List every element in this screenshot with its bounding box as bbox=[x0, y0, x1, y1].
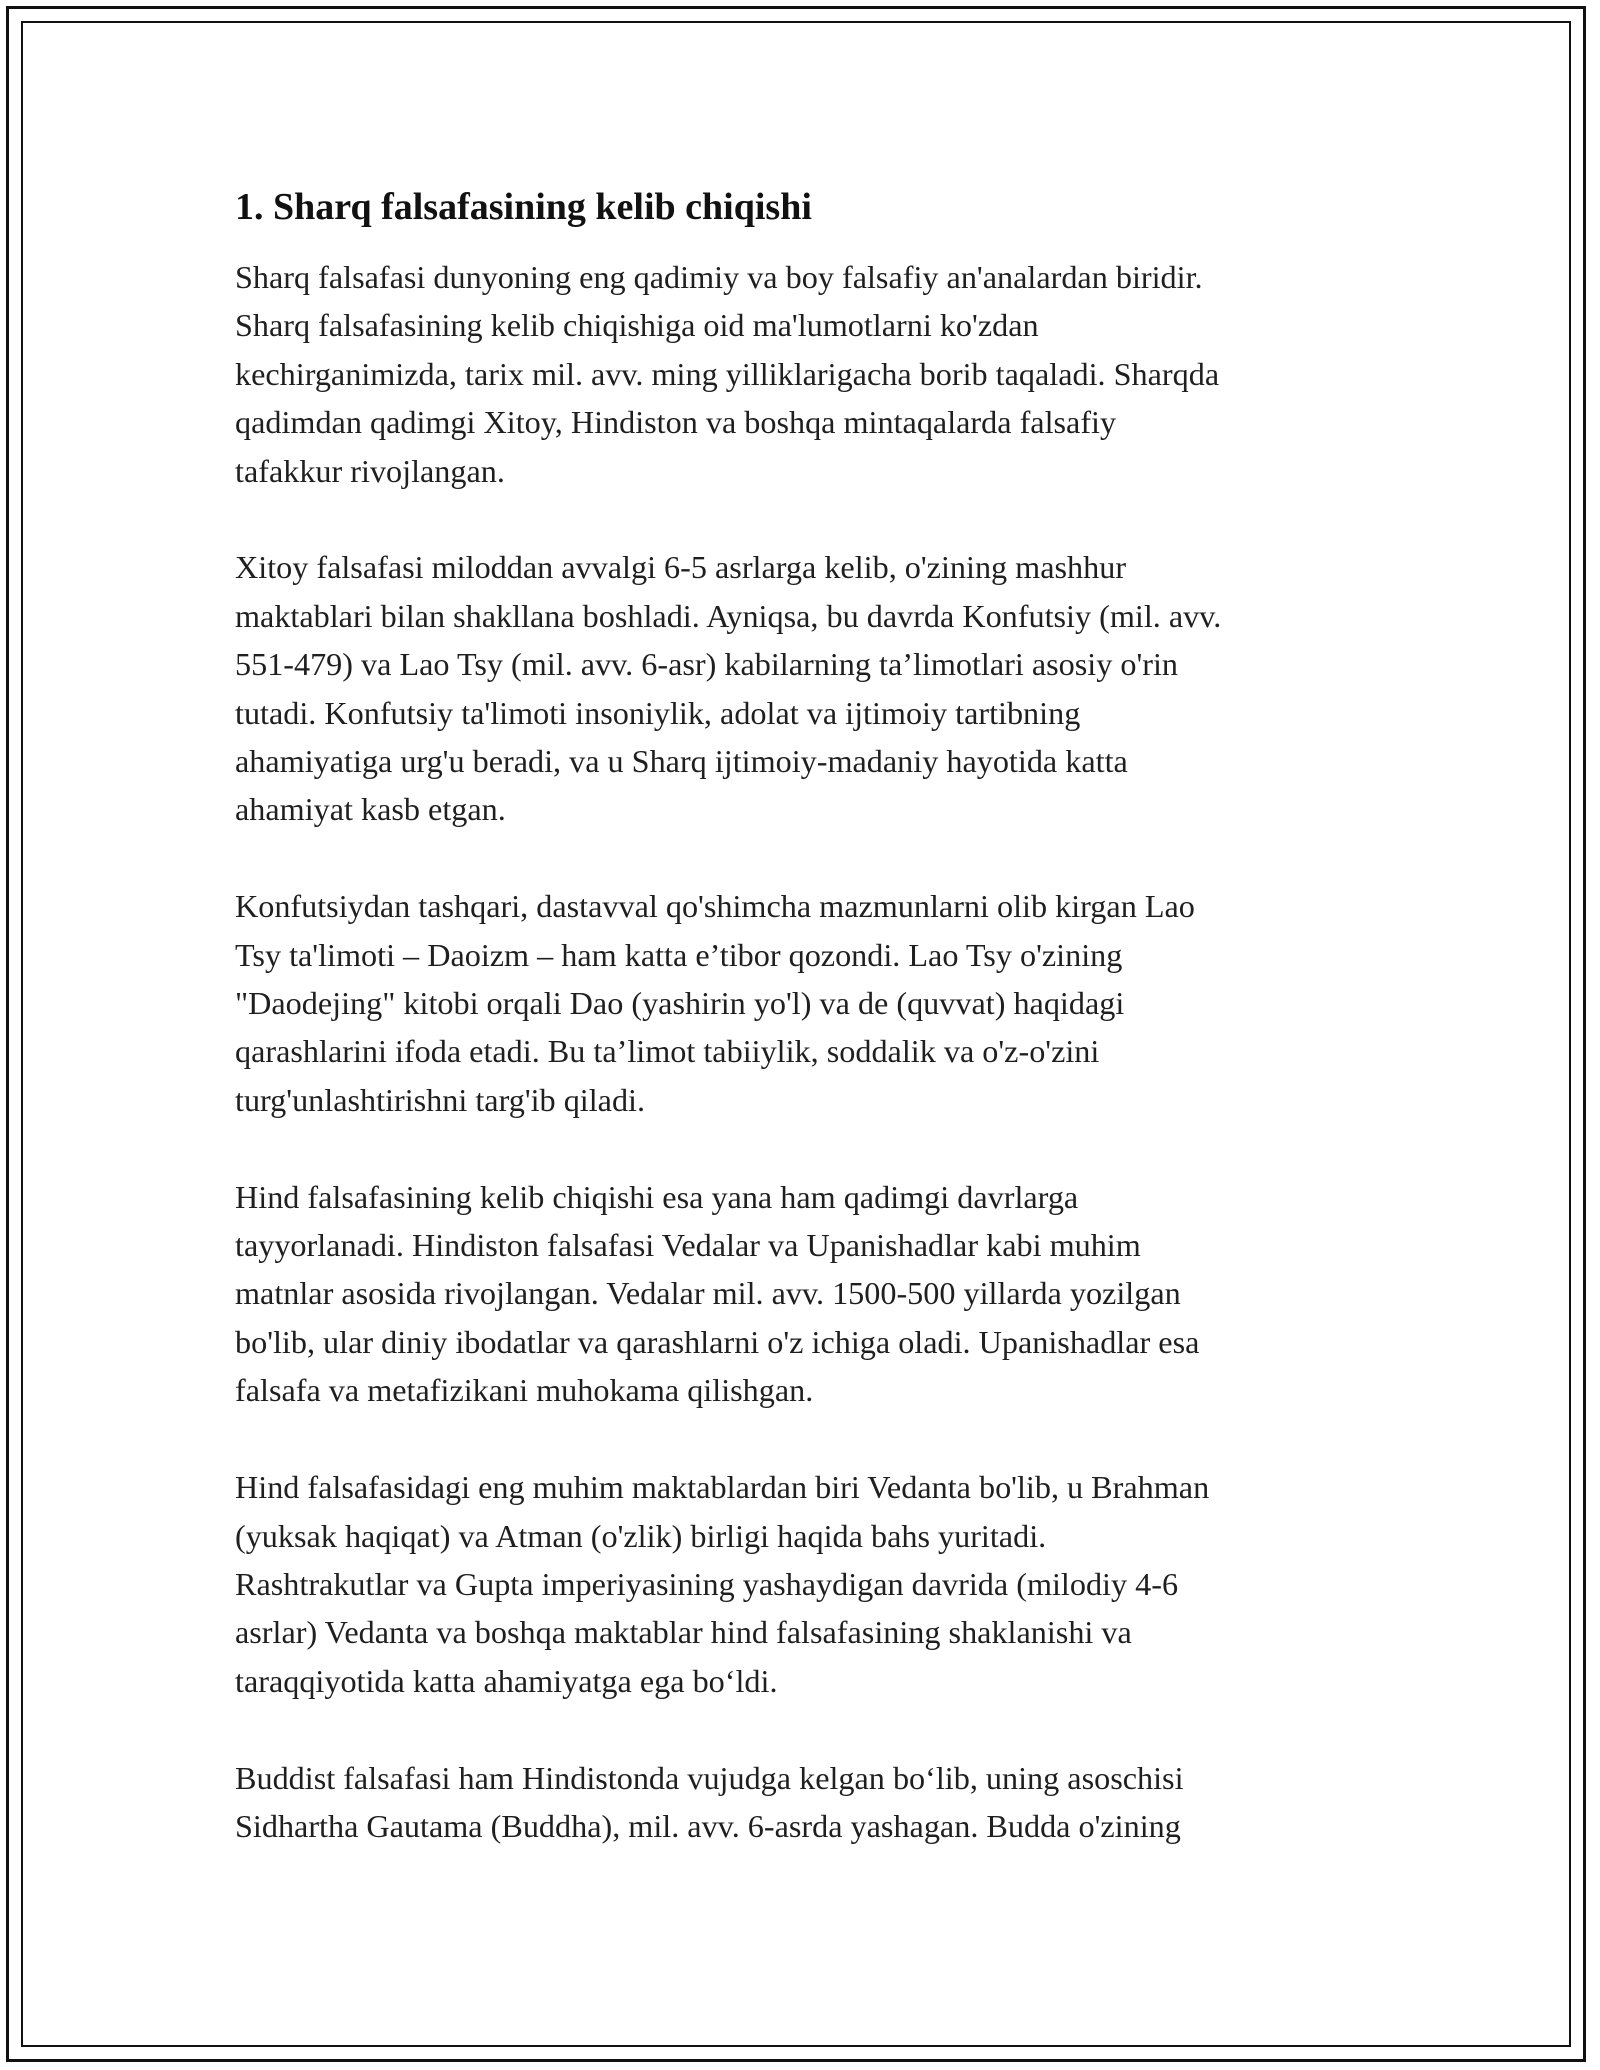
paragraph-line: maktablari bilan shakllana boshladi. Ayniqsa, bu davrda Konfutsiy (mil. avv. bbox=[235, 597, 1222, 634]
paragraph-line: asrlar) Vedanta va boshqa maktablar hind falsafasining shaklanishi va bbox=[235, 1614, 1132, 1651]
paragraph-line: taraqqiyotida katta ahamiyatga ega bo‘ldi. bbox=[235, 1662, 778, 1699]
paragraph-line: qadimdan qadimgi Xitoy, Hindiston va boshqa mintaqalarda falsafiy bbox=[235, 404, 1117, 441]
paragraph-line: Buddist falsafasi ham Hindistonda vujudga kelgan bo‘lib, uning asoschisi bbox=[235, 1759, 1184, 1796]
paragraph-line: tafakkur rivojlangan. bbox=[235, 452, 505, 489]
paragraph-line: ahamiyat kasb etgan. bbox=[235, 791, 506, 828]
paragraph-line: qarashlarini ifoda etadi. Bu ta’limot tabiiylik, soddalik va o'z-o'zini bbox=[235, 1033, 1100, 1070]
paragraph-line: Konfutsiydan tashqari, dastavval qo'shimcha mazmunlarni olib kirgan Lao bbox=[235, 888, 1195, 925]
document-body bbox=[235, 183, 1375, 1899]
paragraph-line: Xitoy falsafasi miloddan avvalgi 6-5 asrlarga kelib, o'zining mashhur bbox=[235, 549, 1127, 586]
paragraph-line: Sidhartha Gautama (Buddha), mil. avv. 6-asrda yashagan. Budda o'zining bbox=[235, 1807, 1181, 1844]
paragraph-4 bbox=[235, 1173, 1375, 1415]
paragraph-2 bbox=[235, 543, 1375, 833]
paragraph-5 bbox=[235, 1463, 1375, 1705]
paragraph-line: Sharq falsafasi dunyoning eng qadimiy va boy falsafiy an'analardan biridir. bbox=[235, 259, 1203, 295]
paragraph-line: turg'unlashtirishni targ'ib qiladi. bbox=[235, 1081, 646, 1118]
paragraph-3 bbox=[235, 882, 1375, 1124]
paragraph-line: 551-479) va Lao Tsy (mil. avv. 6-asr) kabilarning ta’limotlari asosiy o'rin bbox=[235, 646, 1179, 683]
paragraph-line: tutadi. Konfutsiy ta'limoti insoniylik, adolat va ijtimoiy tartibning bbox=[235, 694, 1081, 731]
paragraph-line: tayyorlanadi. Hindiston falsafasi Vedalar va Upanishadlar kabi muhim bbox=[235, 1227, 1141, 1264]
paragraph-line: bo'lib, ular diniy ibodatlar va qarashlarni o'z ichiga oladi. Upanishadlar esa bbox=[235, 1323, 1200, 1360]
paragraph-line: Hind falsafasidagi eng muhim maktablardan biri Vedanta bo'lib, u Brahman bbox=[235, 1469, 1210, 1506]
section-heading: 1. Sharq falsafasining kelib chiqishi bbox=[235, 186, 812, 228]
paragraph-line: Hind falsafasining kelib chiqishi esa yana ham qadimgi davrlarga bbox=[235, 1178, 1079, 1215]
paragraph-line: Rashtrakutlar va Gupta imperiyasining yashaydigan davrida (milodiy 4-6 bbox=[235, 1565, 1179, 1602]
paragraph-line: kechirganimizda, tarix mil. avv. ming yilliklarigacha borib taqaladi. Sharqda bbox=[235, 355, 1220, 392]
paragraph-6 bbox=[235, 1754, 1375, 1851]
paragraph-line: matnlar asosida rivojlangan. Vedalar mil. avv. 1500-500 yillarda yozilgan bbox=[235, 1275, 1181, 1312]
paragraph-line: Tsy ta'limoti – Daoizm – ham katta e’tibor qozondi. Lao Tsy o'zining bbox=[235, 936, 1123, 973]
paragraph-line: (yuksak haqiqat) va Atman (o'zlik) birligi haqida bahs yuritadi. bbox=[235, 1517, 1047, 1554]
paragraph-line: ahamiyatiga urg'u beradi, va u Sharq ijtimoiy-madaniy hayotida katta bbox=[235, 743, 1128, 780]
paragraph-line: falsafa va metafizikani muhokama qilishgan. bbox=[235, 1372, 814, 1409]
paragraph-line: "Daodejing" kitobi orqali Dao (yashirin yo'l) va de (quvvat) haqidagi bbox=[235, 985, 1125, 1022]
paragraph-line: Sharq falsafasining kelib chiqishiga oid ma'lumotlarni ko'zdan bbox=[235, 307, 1039, 344]
paragraph-1 bbox=[235, 253, 1375, 495]
